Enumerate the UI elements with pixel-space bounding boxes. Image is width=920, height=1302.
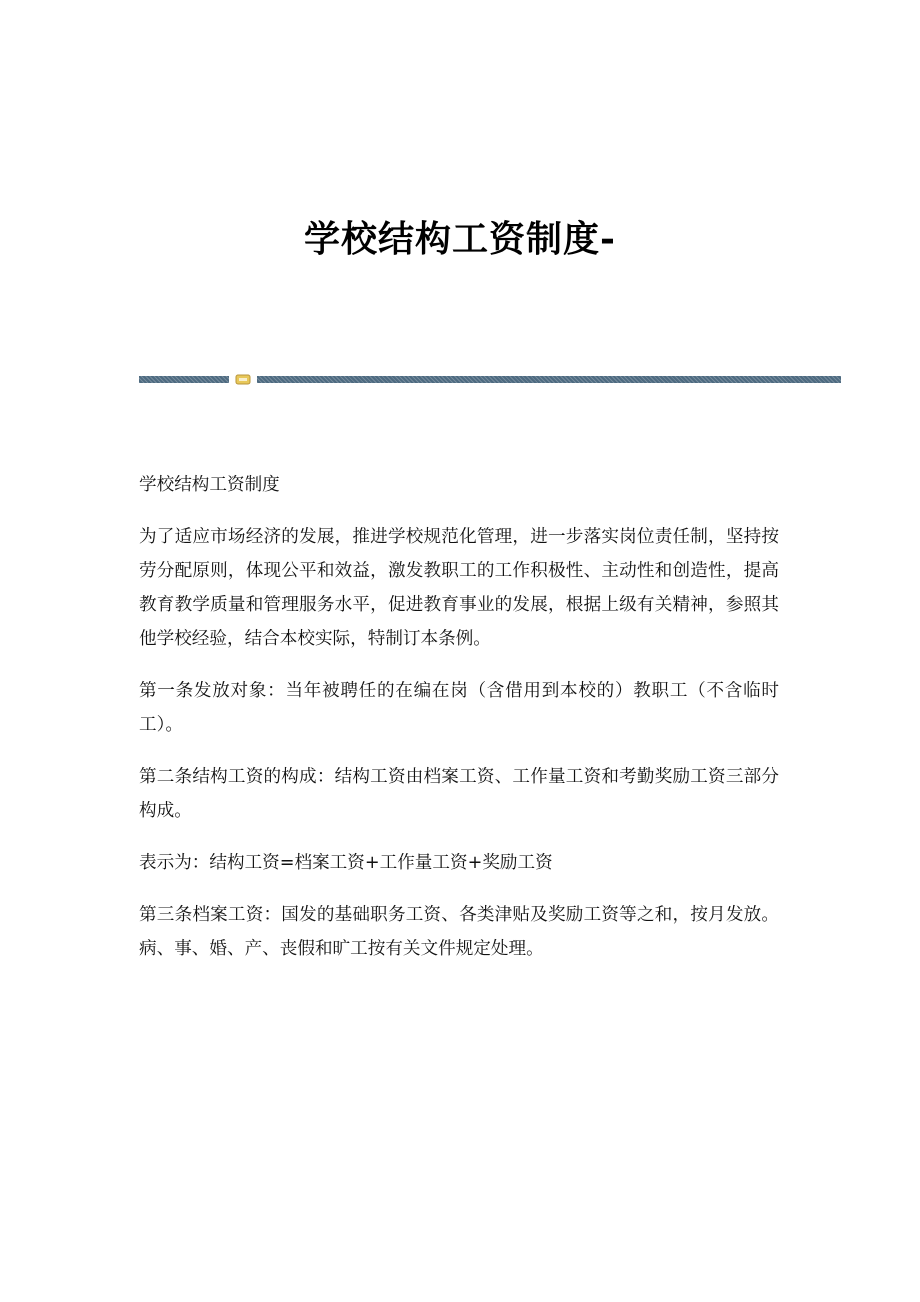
divider-bar-right bbox=[257, 376, 841, 383]
divider-bar-left bbox=[139, 376, 229, 383]
title-divider bbox=[139, 374, 841, 384]
paragraph-formula: 表示为：结构工资=档案工资+工作量工资+奖励工资 bbox=[139, 853, 553, 873]
document-body bbox=[139, 468, 779, 984]
page-title: 学校结构工资制度- bbox=[304, 218, 616, 260]
paragraph-intro: 为了适应市场经济的发展，推进学校规范化管理，进一步落实岗位责任制，坚持按劳分配原则，体现公平和效益，激发教职工的工作积极性、主动性和创造性，提高教育教学质量和管理服务水平，促进教育事业的发展，根据上级有关精神，参照其他学校经验，结合本校实际，特制订本条例。 bbox=[139, 527, 779, 649]
paragraph-article-1: 第一条发放对象：当年被聘任的在编在岗（含借用到本校的）教职工（不含临时工）。 bbox=[139, 681, 779, 735]
ornament-icon bbox=[235, 374, 251, 385]
paragraph-article-2: 第二条结构工资的构成：结构工资由档案工资、工作量工资和考勤奖励工资三部分构成。 bbox=[139, 767, 779, 821]
paragraph-article-3: 第三条档案工资：国发的基础职务工资、各类津贴及奖励工资等之和，按月发放。病、事、婚、产、丧假和旷工按有关文件规定处理。 bbox=[139, 905, 779, 959]
section-heading: 学校结构工资制度 bbox=[139, 475, 280, 495]
